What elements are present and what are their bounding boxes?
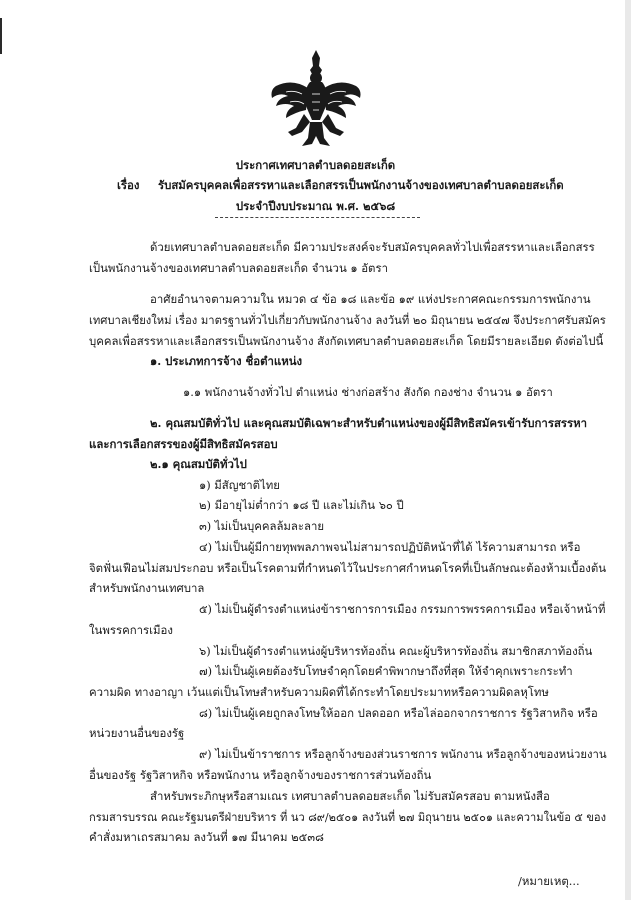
qualification-7-line-2: ความผิด ทางอาญา เว้นแต่เป็นโทษสำหรับความผิดที่ได้กระทำโดยประมาทหรือความผิดลหุโทษ: [89, 685, 549, 699]
qualification-3: ๓) ไม่เป็นบุคคลล้มละลาย: [199, 519, 325, 533]
qualification-6: ๖) ไม่เป็นผู้ดำรงตำแหน่งผู้บริหารท้องถิ่น คณะผู้บริหารท้องถิ่น สมาชิกสภาท้องถิ่น: [199, 644, 593, 658]
section-1-1: ๑.๑ พนักงานจ้างทั่วไป ตำแหน่ง ช่างก่อสร้าง สังกัด กองช่าง จำนวน ๑ อัตรา: [183, 385, 553, 399]
continued-marker: /หมายเหตุ...: [518, 874, 580, 888]
qualification-9-line-1: ๙) ไม่เป็นข้าราชการ หรือลูกจ้างของส่วนราชการ พนักงาน หรือลูกจ้างของหน่วยงาน: [199, 747, 607, 761]
qualification-5-line-2: ในพรรคการเมือง: [89, 623, 173, 637]
scan-edge-shadow: [625, 0, 631, 900]
announcement-title: ประกาศเทศบาลตำบลดอยสะเก็ด: [235, 158, 396, 172]
qualification-9-line-2: อื่นของรัฐ รัฐวิสาหกิจ หรือพนักงาน หรือลูกจ้างของราชการส่วนท้องถิ่น: [89, 768, 432, 782]
paragraph-3-line-3: คำสั่งมหาเถรสมาคม ลงวันที่ ๑๗ มีนาคม ๒๕๓๘: [89, 830, 324, 844]
qualification-2: ๒) มีอายุไม่ต่ำกว่า ๑๘ ปี และไม่เกิน ๖๐ ปี: [199, 498, 404, 512]
subject-text: รับสมัครบุคคลเพื่อสรรหาและเลือกสรรเป็นพนักงานจ้างของเทศบาลตำบลดอยสะเก็ด: [158, 178, 564, 192]
qualification-7-line-1: ๗) ไม่เป็นผู้เคยต้องรับโทษจำคุกโดยคำพิพากษาถึงที่สุด ให้จำคุกเพราะกระทำ: [199, 664, 573, 678]
section-2-1-heading: ๒.๑ คุณสมบัติทั่วไป: [150, 457, 247, 471]
section-2-heading-line-2: และการเลือกสรรของผู้มีสิทธิสมัครสอบ: [89, 437, 278, 451]
paragraph-2-line-2: เทศบาลเชียงใหม่ เรื่อง มาตรฐานทั่วไปเกี่ยวกับพนักงานจ้าง ลงวันที่ ๒๐ มิถุนายน ๒๕๔๗ จึงประกาศรับสมัคร: [89, 313, 606, 327]
qualification-1: ๑) มีสัญชาติไทย: [199, 478, 280, 492]
paragraph-1-line-2: เป็นพนักงานจ้างของเทศบาลตำบลดอยสะเก็ด จำนวน ๑ อัตรา: [89, 261, 388, 275]
qualification-8-line-1: ๘) ไม่เป็นผู้เคยถูกลงโทษให้ออก ปลดออก หรือไล่ออกจากราชการ รัฐวิสาหกิจ หรือ: [199, 706, 598, 720]
paragraph-2-line-1: อาศัยอำนาจตามความใน หมวด ๔ ข้อ ๑๘ และข้อ ๑๙ แห่งประกาศคณะกรรมการพนักงาน: [150, 292, 591, 306]
qualification-5-line-1: ๕) ไม่เป็นผู้ดำรงตำแหน่งข้าราชการการเมือง กรรมการพรรคการเมือง หรือเจ้าหน้าที่: [199, 602, 606, 616]
fiscal-year: ประจำปีงบประมาณ พ.ศ. ๒๕๖๘: [235, 199, 396, 213]
qualification-4-line-1: ๔) ไม่เป็นผู้มีกายทุพพลภาพจนไม่สามารถปฏิบัติหน้าที่ได้ ไร้ความสามารถ หรือ: [199, 540, 581, 554]
paragraph-2-line-3: บุคคลเพื่อสรรหาและเลือกสรรเป็นพนักงานจ้าง สังกัดเทศบาลตำบลดอยสะเก็ด โดยมีรายละเอียด ดังต่อไปนี้: [89, 334, 604, 348]
section-2-heading-line-1: ๒. คุณสมบัติทั่วไป และคุณสมบัติเฉพาะสำหรับตำแหน่งของผู้มีสิทธิสมัครเข้ารับการสรรหา: [150, 416, 588, 430]
paragraph-1-line-1: ด้วยเทศบาลตำบลดอยสะเก็ด มีความประสงค์จะรับสมัครบุคคลทั่วไปเพื่อสรรหาและเลือกสรร: [150, 240, 595, 254]
scan-edge-mark: [0, 18, 2, 54]
section-1-heading: ๑. ประเภทการจ้าง ชื่อตำแหน่ง: [150, 354, 303, 368]
title-divider: [215, 217, 420, 218]
paragraph-3-line-2: กรมสารบรรณ คณะรัฐมนตรีฝ่ายบริหาร ที่ นว ๘๙/๒๕๐๑ ลงวันที่ ๒๗ มิถุนายน ๒๕๐๑ และความในข้อ ๕ ของ: [89, 810, 607, 824]
subject-label: เรื่อง: [117, 178, 140, 192]
qualification-4-line-2: จิตฟั่นเฟือนไม่สมประกอบ หรือเป็นโรคตามที่กำหนดไว้ในประกาศกำหนดโรคที่เป็นลักษณะต้องห้ามเบื้องต้น: [89, 561, 606, 575]
paragraph-3-line-1: สำหรับพระภิกษุหรือสามเณร เทศบาลตำบลดอยสะเก็ด ไม่รับสมัครสอบ ตามหนังสือ: [150, 789, 550, 803]
qualification-8-line-2: หน่วยงานอื่นของรัฐ: [89, 726, 185, 740]
qualification-4-line-3: สำหรับพนักงานเทศบาล: [89, 581, 205, 595]
garuda-emblem-icon: [266, 48, 366, 152]
